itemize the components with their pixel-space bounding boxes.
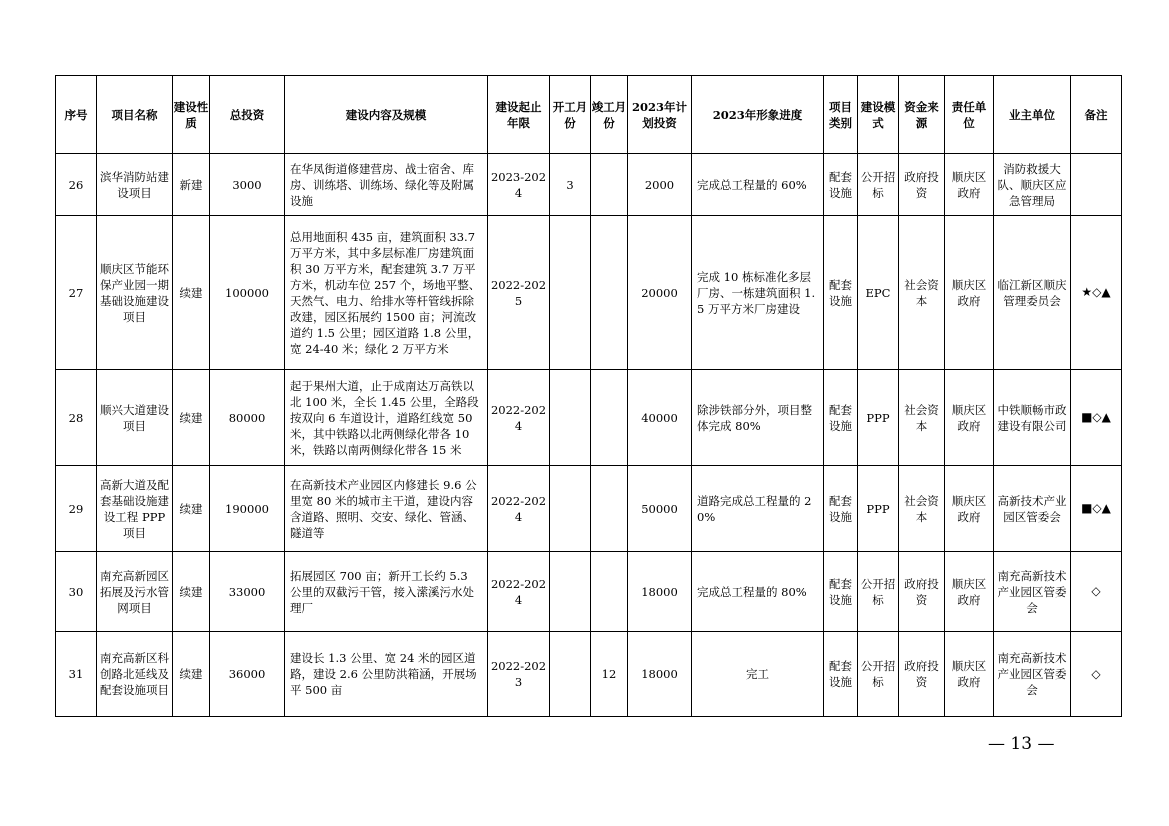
plan-investment-2023: 40000 <box>628 370 692 466</box>
remark: ■◇▲ <box>1071 466 1122 552</box>
project-name: 顺庆区节能环保产业园一期基础设施建设项目 <box>97 216 173 370</box>
fund-source: 社会资本 <box>899 216 945 370</box>
fund-source: 政府投资 <box>899 552 945 632</box>
project-category: 配套设施 <box>824 370 858 466</box>
construction-nature: 续建 <box>173 466 210 552</box>
construction-period: 2023-2024 <box>488 154 550 216</box>
header-cell: 项目名称 <box>97 76 173 154</box>
end-month <box>591 370 628 466</box>
header-cell: 建设模式 <box>858 76 899 154</box>
row-number: 27 <box>56 216 97 370</box>
project-table <box>55 75 1122 717</box>
project-name: 滨华消防站建设项目 <box>97 154 173 216</box>
header-cell: 建设性质 <box>173 76 210 154</box>
owner-unit: 南充高新技术产业园区管委会 <box>994 552 1071 632</box>
header-cell: 建设内容及规模 <box>285 76 488 154</box>
construction-mode: PPP <box>858 466 899 552</box>
row-number: 31 <box>56 632 97 717</box>
construction-content: 建设长 1.3 公里、宽 24 米的园区道路，建设 2.6 公里防洪箱涵，开展场平 500 亩 <box>285 632 488 717</box>
table-row <box>56 370 1122 466</box>
construction-content: 在高新技术产业园区内修建长 9.6 公里宽 80 米的城市主干道，建设内容含道路、照明、交安、绿化、管涵、隧道等 <box>285 466 488 552</box>
construction-nature: 续建 <box>173 370 210 466</box>
table-row <box>56 552 1122 632</box>
end-month <box>591 552 628 632</box>
construction-mode: EPC <box>858 216 899 370</box>
construction-period: 2022-2023 <box>488 632 550 717</box>
project-name: 顺兴大道建设项目 <box>97 370 173 466</box>
header-cell: 总投资 <box>210 76 285 154</box>
responsible-unit: 顺庆区政府 <box>945 216 994 370</box>
construction-mode: 公开招标 <box>858 632 899 717</box>
construction-content: 在华凤街道修建营房、战士宿舍、库房、训练塔、训练场、绿化等及附属设施 <box>285 154 488 216</box>
project-category: 配套设施 <box>824 632 858 717</box>
row-number: 26 <box>56 154 97 216</box>
project-table-sheet <box>55 75 1121 717</box>
plan-investment-2023: 50000 <box>628 466 692 552</box>
remark: ◇ <box>1071 632 1122 717</box>
construction-period: 2022-2024 <box>488 370 550 466</box>
header-cell: 2023年计划投资 <box>628 76 692 154</box>
construction-period: 2022-2024 <box>488 552 550 632</box>
responsible-unit: 顺庆区政府 <box>945 370 994 466</box>
fund-source: 政府投资 <box>899 632 945 717</box>
fund-source: 社会资本 <box>899 466 945 552</box>
progress-2023: 除涉铁部分外，项目整体完成 80% <box>692 370 824 466</box>
total-investment: 80000 <box>210 370 285 466</box>
owner-unit: 消防救援大队、顺庆区应急管理局 <box>994 154 1071 216</box>
row-number: 29 <box>56 466 97 552</box>
responsible-unit: 顺庆区政府 <box>945 466 994 552</box>
table-row <box>56 632 1122 717</box>
fund-source: 社会资本 <box>899 370 945 466</box>
header-cell: 2023年形象进度 <box>692 76 824 154</box>
responsible-unit: 顺庆区政府 <box>945 552 994 632</box>
header-cell: 业主单位 <box>994 76 1071 154</box>
progress-2023: 完成总工程量的 60% <box>692 154 824 216</box>
remark: ◇ <box>1071 552 1122 632</box>
construction-nature: 续建 <box>173 552 210 632</box>
construction-content: 起于果州大道，止于成南达万高铁以北 100 米，全长 1.45 公里，全路段按双向 6 车道设计，道路红线宽 50 米，其中铁路以北两侧绿化带各 10 米，铁路以南两侧绿化带各 15 米 <box>285 370 488 466</box>
start-month <box>550 466 591 552</box>
construction-mode: PPP <box>858 370 899 466</box>
header-cell: 建设起止年限 <box>488 76 550 154</box>
start-month <box>550 370 591 466</box>
start-month <box>550 552 591 632</box>
remark: ★◇▲ <box>1071 216 1122 370</box>
table-header-row <box>56 76 1122 154</box>
table-row <box>56 216 1122 370</box>
header-cell: 开工月份 <box>550 76 591 154</box>
responsible-unit: 顺庆区政府 <box>945 154 994 216</box>
project-name: 南充高新区科创路北延线及配套设施项目 <box>97 632 173 717</box>
construction-content: 总用地面积 435 亩，建筑面积 33.7 万平方米，其中多层标准厂房建筑面积 30 万平方米，配套建筑 3.7 万平方米，机动车位 257 个，场地平整、天然气、电力、给排水等杆管线拆除改建，园区拓展约 1500 亩；河流改道约 1.5 公里；园区道路 1.8 公里，宽 24-40 米；绿化 2 万平方米 <box>285 216 488 370</box>
remark: ■◇▲ <box>1071 370 1122 466</box>
header-cell: 竣工月份 <box>591 76 628 154</box>
end-month <box>591 216 628 370</box>
end-month: 12 <box>591 632 628 717</box>
header-cell: 备注 <box>1071 76 1122 154</box>
remark <box>1071 154 1122 216</box>
project-category: 配套设施 <box>824 154 858 216</box>
header-cell: 序号 <box>56 76 97 154</box>
project-category: 配套设施 <box>824 216 858 370</box>
total-investment: 36000 <box>210 632 285 717</box>
project-category: 配套设施 <box>824 552 858 632</box>
progress-2023: 完工 <box>692 632 824 717</box>
construction-mode: 公开招标 <box>858 552 899 632</box>
total-investment: 3000 <box>210 154 285 216</box>
header-cell: 资金来源 <box>899 76 945 154</box>
row-number: 28 <box>56 370 97 466</box>
header-cell: 项目类别 <box>824 76 858 154</box>
construction-mode: 公开招标 <box>858 154 899 216</box>
start-month <box>550 632 591 717</box>
owner-unit: 中铁顺畅市政建设有限公司 <box>994 370 1071 466</box>
total-investment: 190000 <box>210 466 285 552</box>
end-month <box>591 466 628 552</box>
progress-2023: 完成总工程量的 80% <box>692 552 824 632</box>
table-row <box>56 466 1122 552</box>
progress-2023: 完成 10 栋标准化多层厂房、一栋建筑面积 1.5 万平方米厂房建设 <box>692 216 824 370</box>
plan-investment-2023: 18000 <box>628 552 692 632</box>
plan-investment-2023: 2000 <box>628 154 692 216</box>
responsible-unit: 顺庆区政府 <box>945 632 994 717</box>
construction-content: 拓展园区 700 亩；新开工长约 5.3 公里的双截污干管，接入潆溪污水处理厂 <box>285 552 488 632</box>
construction-nature: 续建 <box>173 632 210 717</box>
owner-unit: 南充高新技术产业园区管委会 <box>994 632 1071 717</box>
fund-source: 政府投资 <box>899 154 945 216</box>
plan-investment-2023: 18000 <box>628 632 692 717</box>
construction-nature: 续建 <box>173 216 210 370</box>
start-month <box>550 216 591 370</box>
project-name: 高新大道及配套基础设施建设工程 PPP 项目 <box>97 466 173 552</box>
start-month: 3 <box>550 154 591 216</box>
total-investment: 33000 <box>210 552 285 632</box>
header-cell: 责任单位 <box>945 76 994 154</box>
progress-2023: 道路完成总工程量的 20% <box>692 466 824 552</box>
row-number: 30 <box>56 552 97 632</box>
table-row <box>56 154 1122 216</box>
construction-period: 2022-2025 <box>488 216 550 370</box>
project-category: 配套设施 <box>824 466 858 552</box>
page-number: — 13 — <box>988 734 1055 754</box>
total-investment: 100000 <box>210 216 285 370</box>
owner-unit: 临江新区顺庆管理委员会 <box>994 216 1071 370</box>
construction-period: 2022-2024 <box>488 466 550 552</box>
construction-nature: 新建 <box>173 154 210 216</box>
project-name: 南充高新园区拓展及污水管网项目 <box>97 552 173 632</box>
end-month <box>591 154 628 216</box>
plan-investment-2023: 20000 <box>628 216 692 370</box>
owner-unit: 高新技术产业园区管委会 <box>994 466 1071 552</box>
